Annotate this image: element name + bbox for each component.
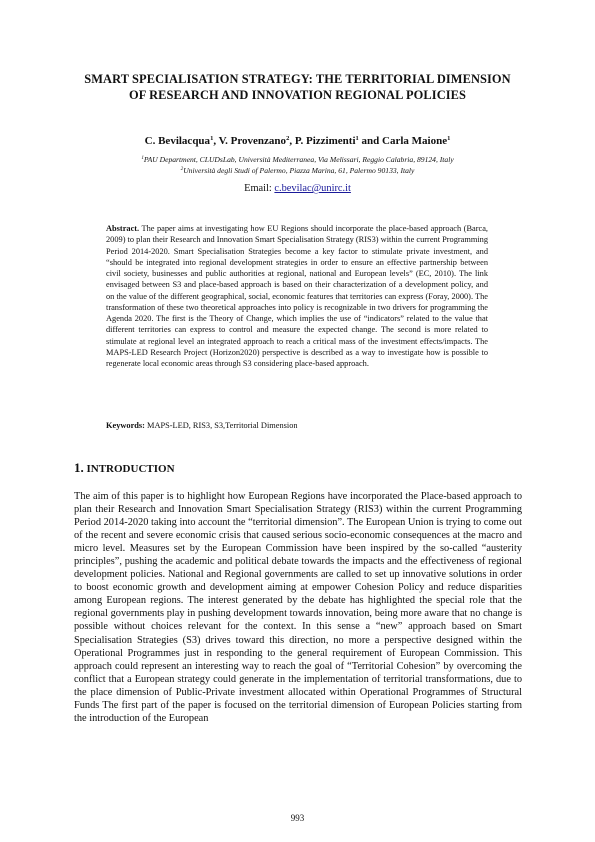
author-name: Carla Maione — [382, 135, 448, 147]
author-name: V. Provenzano — [218, 135, 287, 147]
email-link[interactable]: c.bevilac@unirc.it — [274, 183, 351, 194]
keywords-label: Keywords: — [106, 421, 145, 430]
author-separator: and — [358, 135, 383, 147]
section-heading — [74, 461, 175, 476]
keywords — [106, 420, 488, 431]
paper-title: SMART SPECIALISATION STRATEGY: THE TERRITORIAL DIMENSION OF RESEARCH AND INNOVATION REGIONAL POLICIES — [84, 72, 511, 102]
affiliation-marker: 2 — [180, 166, 184, 172]
abstract-label: Abstract. — [106, 224, 140, 233]
keywords-text: MAPS-LED, RIS3, S3,Territorial Dimension — [144, 421, 298, 430]
abstract — [106, 223, 488, 369]
affiliation — [0, 166, 595, 176]
section-number: 1. — [74, 460, 84, 475]
author-name: P. Pizzimenti — [294, 135, 356, 147]
affiliation-text: PAU Department, CLUDsLab, Università Mediterranea, Via Melissari, Reggio Calabria, 89124, Italy — [143, 155, 454, 164]
author-name: C. Bevilacqua — [144, 135, 211, 147]
section-title: INTRODUCTION — [83, 463, 175, 475]
author-list — [0, 134, 595, 148]
contact-email — [0, 182, 595, 195]
author-affiliation-marker: 2 — [286, 135, 290, 142]
affiliation-marker: 1 — [141, 155, 144, 161]
abstract-text: The paper aims at investigating how EU Regions should incorporate the place-based approach (Barca, 2009) to plan their Research and Innovation Smart Specialisation Strategy (RIS3) within the current Programming Period 2014-2020. Smart Specialisation Strategies become a key factor to stimulate private investment, and “should be integrated into regional development strategies in order to ensure an effective partnership between civil society, businesses and public authorities at regional, national and European levels” (EC, 2010). The link envisaged between S3 and place-based approach is based on their characterization of a development policy, and on the value of the different geographical, social, economic features that territories can express (Foray, 2000). The transformation of these two theoretical approaches into policy is recognizable in two drivers for programming the Agenda 2020. The first is the Theory of Change, which implies the use of “indicators” related to the value that different territories can express to control and measure the expected change. The second is more related to stimulate at regional level an integrated approach to reach a critical mass of the investment effects/impacts. The MAPS-LED Research Project (Horizon2020) perspective is described as a way to investigate how is possible to regenerate local economic areas through S3 considering place-based approach. — [106, 224, 488, 368]
introduction-paragraph: The aim of this paper is to highlight how European Regions have incorporated the Place-based approach to plan their Research and Innovation Smart Specialisation Strategy (RIS3) within the current Programming Period 2014-2020 taking into account the “territorial dimension”. The European Union is trying to come out of the recent and severe economic crisis that caused serious socio-economic consequences at the macro and micro level. Measures set by the European Commission have been inspired by the so-called “austerity principles”, pushing the academic and political debate towards the impacts and the effectiveness of regional development policies. National and Regional governments are called to set up innovative solutions in order to boost economic growth and development aiming at empower Cohesion Policy and reduce disparities among European regions. The interest generated by the debate has highlighted the special role that the regional governments play in pushing development towards innovation, being more aware that no change is possible without choices relevant for the context. In this sense a “new” approach based on Smart Specialisation Strategies (S3) drives toward this direction, no more a perspective designed within the Operational Programmes just in responding to the general requirement of European Commission. This approach could represent an interesting way to reach the goal of “Territorial Cohesion” by overcoming the conflict that a European strategy could generate in the implementation of territorial transformations, due to the place dimension of Public-Private investment allocated within Operational Programmes of Structural Funds The first part of the paper is focused on the territorial dimension of European Policies starting from the introduction of the European — [74, 491, 522, 724]
author-affiliation-marker: 1 — [355, 135, 359, 142]
email-label: Email: — [244, 183, 275, 194]
author-separator: , — [289, 135, 295, 147]
author-affiliation-marker: 1 — [447, 135, 451, 142]
author-affiliation-marker: 1 — [210, 135, 214, 142]
affiliation-text: Università degli Studi of Palermo, Piazza Marina, 61, Palermo 90133, Italy — [183, 166, 415, 175]
page-number: 993 — [290, 813, 305, 823]
author-separator: , — [213, 135, 219, 147]
affiliation — [0, 155, 595, 165]
